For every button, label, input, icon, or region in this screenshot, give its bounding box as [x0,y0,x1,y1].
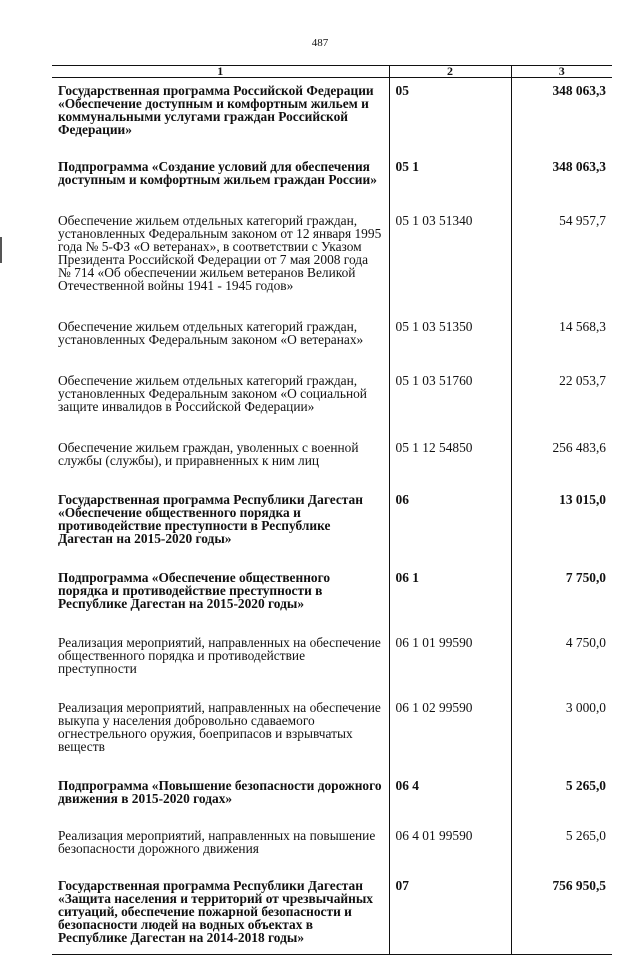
table-header [52,66,612,78]
row-amount: 5 265,0 [511,819,612,869]
row-text: Государственная программа Российской Федерации «Обеспечение доступным и комфортным жильем и коммунальными услугами граждан Российской Федерации» [58,83,374,137]
table-row [52,691,612,769]
row-code: 05 1 03 51350 [389,308,511,362]
row-amount: 22 053,7 [511,362,612,429]
table-row [52,148,612,202]
row-code: 06 1 [389,561,511,626]
row-code: 06 1 01 99590 [389,626,511,691]
row-amount: 756 950,5 [511,869,612,955]
row-text: Государственная программа Республики Дагестан «Защита населения и территорий от чрезвычайных ситуаций, обеспечение пожарной безопасности и безопасности людей на водных объектах в Республике Дагестан на 2014-2018 годы» [52,869,389,955]
row-amount: 13 015,0 [511,483,612,561]
row-code: 06 [389,483,511,561]
budget-table [52,65,612,955]
row-text: Обеспечение жильем отдельных категорий граждан, установленных Федеральным законом «О социальной защите инвалидов в Российской Федерации» [58,373,367,414]
header-col-3: 3 [511,66,612,78]
table-row [52,362,612,429]
row-amount: 348 063,3 [511,78,612,149]
row-text: Обеспечение жильем граждан, уволенных с военной службы (службы), и приравненных к ним лиц [58,440,359,468]
row-amount: 7 750,0 [511,561,612,626]
row-text: Реализация мероприятий, направленных на обеспечение выкупа у населения добровольно сдаваемого огнестрельного оружия, боеприпасов и взрывчатых веществ [58,700,381,754]
table-row [52,869,612,955]
row-text: Подпрограмма «Создание условий для обеспечения доступным и комфортным жильем граждан России» [58,159,377,187]
table-row [52,819,612,869]
table-row [52,78,612,149]
table-row [52,483,612,561]
row-code: 06 4 01 99590 [389,819,511,869]
row-text: Подпрограмма «Повышение безопасности дорожного движения в 2015-2020 годах» [58,778,382,806]
row-text: Государственная программа Республики Дагестан «Обеспечение общественного порядка и противодействие преступности в Республике Дагестан на 2015-2020 годы» [58,492,363,546]
header-col-1: 1 [52,66,389,78]
row-text: Обеспечение жильем отдельных категорий граждан, установленных Федеральным законом «О ветеранах» [58,319,364,347]
row-amount: 5 265,0 [511,769,612,819]
table-row [52,202,612,308]
page-number: 487 [311,37,329,49]
table-row [52,626,612,691]
table-body [52,78,612,955]
row-code: 07 [389,869,511,955]
row-code: 06 4 [389,769,511,819]
row-code: 06 1 02 99590 [389,691,511,769]
row-text: Подпрограмма «Обеспечение общественного порядка и противодействие преступности в Республике Дагестан на 2015-2020 годы» [58,570,331,611]
row-code: 05 1 03 51340 [389,202,511,308]
table-row [52,429,612,483]
row-amount: 54 957,7 [511,202,612,308]
row-code: 05 1 12 54850 [389,429,511,483]
header-col-2: 2 [389,66,511,78]
row-amount: 14 568,3 [511,308,612,362]
table-row [52,308,612,362]
row-amount: 348 063,3 [511,148,612,202]
header-row [52,66,612,78]
row-text: Обеспечение жильем отдельных категорий граждан, установленных Федеральным законом от 12 января 1995 года № 5-ФЗ «О ветеранах», в соответствии с Указом Президента Российской Федерации от 7 мая 2008 года № 714 «Об обеспечении жильем ветеранов Великой Отечественной войны 1941 - 1945 годов» [58,213,382,293]
scan-edge-mark [0,237,2,263]
row-code: 05 1 [389,148,511,202]
row-code: 05 [389,78,511,149]
table-row [52,769,612,819]
row-amount: 3 000,0 [511,691,612,769]
table-row [52,561,612,626]
row-amount: 256 483,6 [511,429,612,483]
row-text: Реализация мероприятий, направленных на обеспечение общественного порядка и противодействие преступности [58,635,381,676]
row-text: Реализация мероприятий, направленных на повышение безопасности дорожного движения [58,828,376,856]
row-code: 05 1 03 51760 [389,362,511,429]
row-amount: 4 750,0 [511,626,612,691]
